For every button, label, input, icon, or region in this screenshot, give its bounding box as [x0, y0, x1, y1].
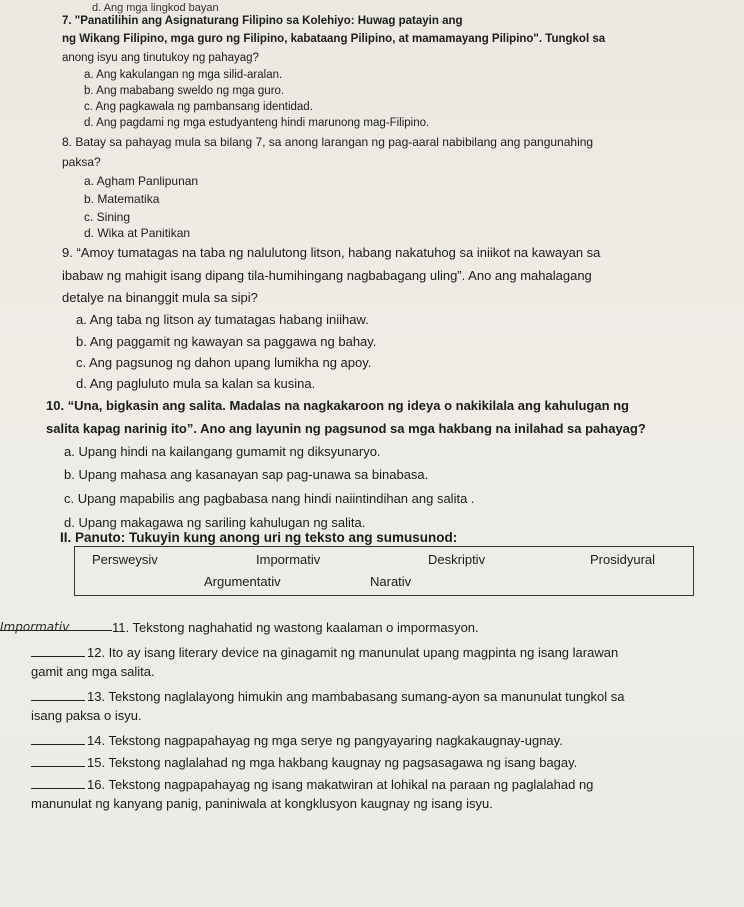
option-impormativ: Impormativ — [256, 552, 321, 567]
part2-heading: II. Panuto: Tukuyin kung anong uri ng teksto ang sumusunod: — [60, 530, 458, 545]
q8-choice-c: c. Sining — [84, 210, 131, 224]
handwritten-answer-11: Impormativ — [0, 620, 70, 634]
q9-line1: 9. “Amoy tumatagas na taba ng nalulutong litson, habang nakatuhog sa iniikot na kawayan sa — [62, 245, 601, 260]
option-deskriptiv: Deskriptiv — [428, 552, 486, 567]
answer-blank-13[interactable] — [31, 686, 85, 701]
q10-line1: 10. “Una, bigkasin ang salita. Madalas na nagkakaroon ng ideya o nakikilala ang kahulugan ng — [46, 398, 630, 413]
answer-blank-11[interactable] — [0, 630, 112, 631]
q7-choice-b: b. Ang mababang sweldo ng mga guro. — [84, 85, 285, 97]
q9-line2: ibabaw ng mahigit isang dipang tila-humihingang nagbabagang uling”. Ano ang mahalagang — [62, 268, 592, 283]
q8-choice-a: a. Agham Panlipunan — [84, 174, 199, 188]
answer-blank-14[interactable] — [31, 730, 85, 745]
q7-line1: 7. "Panatilihin ang Asignaturang Filipino sa Kolehiyo: Huwag patayin ang — [62, 15, 463, 27]
q10-choice-c: c. Upang mapabilis ang pagbabasa nang hindi naiintindihan ang salita . — [64, 491, 475, 506]
item-13-cont: isang paksa o isyu. — [31, 708, 142, 723]
q8-line1: 8. Batay sa pahayag mula sa bilang 7, sa anong larangan ng pag-aaral nabibilang ang pangunahing — [62, 135, 594, 149]
q9-choice-d: d. Ang pagluluto mula sa kalan sa kusina. — [76, 376, 316, 391]
item-12-cont: gamit ang mga salita. — [31, 664, 155, 679]
q7-choice-c: c. Ang pagkawala ng pambansang identidad. — [84, 101, 313, 113]
option-prosidyural: Prosidyural — [590, 552, 656, 567]
item-12: 12. Ito ay isang literary device na ginagamit ng manunulat upang magpinta ng isang larawan — [87, 645, 619, 660]
q8-line2: paksa? — [62, 155, 101, 169]
q9-choice-c: c. Ang pagsunog ng dahon upang lumikha ng apoy. — [76, 355, 372, 370]
item-15: 15. Tekstong naglalahad ng mga hakbang kaugnay ng pagsasagawa ng isang bagay. — [87, 755, 578, 770]
q10-line2: salita kapag narinig ito”. Ano ang layunin ng pagsunod sa mga hakbang na inilahad sa pahayag? — [46, 421, 646, 436]
q10-choice-a: a. Upang hindi na kailangang gumamit ng diksyunaryo. — [64, 444, 381, 459]
q7-choice-a: a. Ang kakulangan ng mga silid-aralan. — [84, 69, 283, 81]
answer-blank-16[interactable] — [31, 774, 85, 789]
q10-choice-b: b. Upang mahasa ang kasanayan sap pag-unawa sa binabasa. — [64, 467, 429, 482]
item-13: 13. Tekstong naglalayong himukin ang mambabasang sumang-ayon sa manunulat tungkol sa — [87, 689, 625, 704]
q8-choice-b: b. Matematika — [84, 192, 160, 206]
q7-line3: anong isyu ang tinutukoy ng pahayag? — [62, 52, 259, 64]
q9-line3: detalye na binanggit mula sa sipi? — [62, 290, 258, 305]
item-14: 14. Tekstong nagpapahayag ng mga serye ng pangyayaring nagkakaugnay-ugnay. — [87, 733, 563, 748]
item-11: 11. Tekstong naghahatid ng wastong kaalaman o impormasyon. — [112, 620, 479, 635]
option-narativ: Narativ — [370, 574, 412, 589]
option-persweysiv: Persweysiv — [92, 552, 158, 567]
q9-choice-a: a. Ang taba ng litson ay tumatagas habang iniihaw. — [76, 312, 369, 327]
cutoff-choice: d. Ang mga lingkod bayan — [92, 2, 219, 14]
q8-choice-d: d. Wika at Panitikan — [84, 226, 191, 240]
item-16-cont: manunulat ng kanyang panig, paniniwala at kongklusyon kaugnay ng isang isyu. — [31, 796, 493, 811]
option-argumentativ: Argumentativ — [204, 574, 281, 589]
q10-choice-d: d. Upang makagawa ng sariling kahulugan ng salita. — [64, 515, 366, 530]
answer-blank-12[interactable] — [31, 642, 85, 657]
item-16: 16. Tekstong nagpapahayag ng isang makatwiran at lohikal na paraan ng paglalahad ng — [87, 777, 594, 792]
q7-choice-d: d. Ang pagdami ng mga estudyanteng hindi marunong mag-Filipino. — [84, 117, 430, 129]
answer-blank-15[interactable] — [31, 752, 85, 767]
q9-choice-b: b. Ang paggamit ng kawayan sa paggawa ng bahay. — [76, 334, 377, 349]
q7-line2: ng Wikang Filipino, mga guro ng Filipino, kabataang Pilipino, at mamamayang Pilipino". Tungkol sa — [62, 33, 606, 45]
